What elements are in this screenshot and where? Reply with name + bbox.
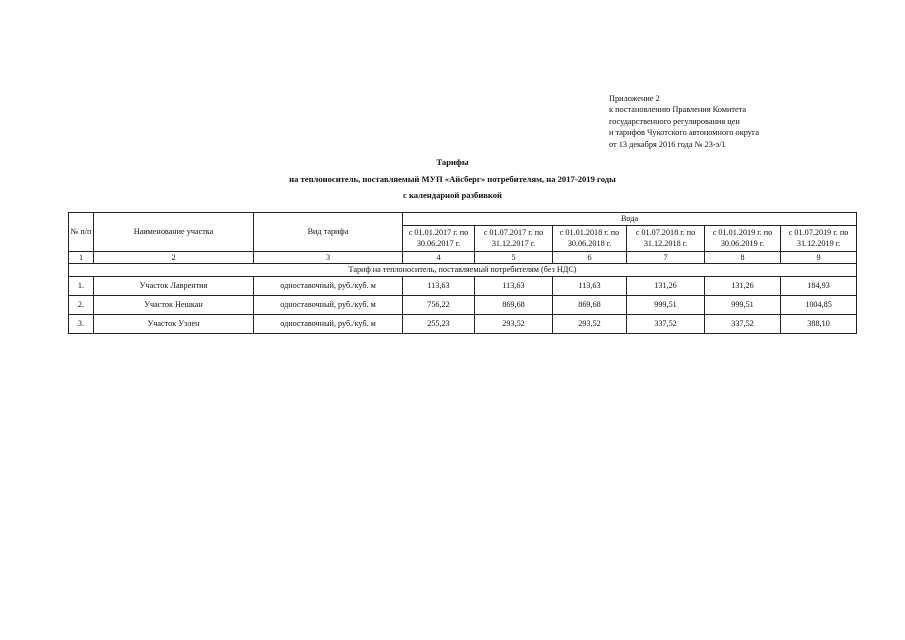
tariff-table — [68, 212, 857, 334]
row-value: 337,52 — [705, 314, 781, 333]
header-period: с 01.07.2019 г. по 31.12.2019 г. — [781, 225, 857, 251]
appendix-line: и тарифов Чукотского автономного округа — [609, 128, 760, 138]
row-num: 1. — [69, 276, 94, 295]
row-type: одноставочный, руб./куб. м — [254, 314, 403, 333]
row-value: 293,52 — [475, 314, 553, 333]
row-value: 255,23 — [403, 314, 475, 333]
row-num: 3. — [69, 314, 94, 333]
row-value: 113,63 — [553, 276, 627, 295]
document-subtitle-2: с календарной разбивкой — [402, 190, 503, 200]
appendix-line: от 13 декабря 2016 года № 23-э/1 — [609, 139, 726, 149]
appendix-block — [609, 93, 759, 150]
row-value: 293,52 — [553, 314, 627, 333]
row-value: 999,51 — [627, 295, 705, 314]
row-name: Участок Уэлен — [94, 314, 254, 333]
column-number: 3 — [254, 251, 403, 264]
row-value: 869,68 — [553, 295, 627, 314]
table-row — [69, 295, 857, 314]
row-value: 1004,85 — [781, 295, 857, 314]
header-period: с 01.07.2017 г. по 31.12.2017 г. — [475, 225, 553, 251]
appendix-line: государственного регулирования цен — [609, 116, 740, 126]
header-tariff-type: Вид тарифа — [254, 213, 403, 252]
column-number: 9 — [781, 251, 857, 264]
row-value: 113,63 — [403, 276, 475, 295]
header-period: с 01.01.2017 г. по 30.06.2017 г. — [403, 225, 475, 251]
row-value: 869,68 — [475, 295, 553, 314]
row-value: 756,22 — [403, 295, 475, 314]
header-period: с 01.01.2018 г. по 30.06.2018 г. — [553, 225, 627, 251]
section-title: Тариф на теплоноситель, поставляемый потребителям (без НДС) — [69, 264, 857, 277]
appendix-line: Приложение 2 — [609, 94, 660, 103]
row-type: одноставочный, руб./куб. м — [254, 295, 403, 314]
row-value: 184,93 — [781, 276, 857, 295]
header-name: Наименование участка — [94, 213, 254, 252]
column-number: 8 — [705, 251, 781, 264]
row-name: Участок Лаврентия — [94, 276, 254, 295]
document-title: Тарифы — [436, 157, 469, 167]
table-row — [69, 314, 857, 333]
row-type: одноставочный, руб./куб. м — [254, 276, 403, 295]
column-number: 6 — [553, 251, 627, 264]
column-number: 4 — [403, 251, 475, 264]
document-subtitle: на теплоноситель, поставляемый МУП «Айсберг» потребителям, на 2017-2019 годы — [289, 174, 616, 184]
header-num: № п/п — [69, 213, 94, 252]
row-value: 388,10 — [781, 314, 857, 333]
column-number: 5 — [475, 251, 553, 264]
table-row — [69, 276, 857, 295]
appendix-line: к постановлению Правления Комитета — [609, 105, 747, 115]
row-value: 131,26 — [627, 276, 705, 295]
header-group-water: Вода — [403, 213, 857, 226]
section-row — [69, 264, 857, 277]
row-name: Участок Нешкан — [94, 295, 254, 314]
column-number-row — [69, 251, 857, 264]
row-value: 999,51 — [705, 295, 781, 314]
row-value: 337,52 — [627, 314, 705, 333]
row-value: 131,26 — [705, 276, 781, 295]
column-number: 1 — [69, 251, 94, 264]
column-number: 2 — [94, 251, 254, 264]
table-header-row — [69, 213, 857, 226]
row-value: 113,63 — [475, 276, 553, 295]
header-period: с 01.07.2018 г. по 31.12.2018 г. — [627, 225, 705, 251]
header-period: с 01.01.2019 г. по 30.06.2019 г. — [705, 225, 781, 251]
column-number: 7 — [627, 251, 705, 264]
row-num: 2. — [69, 295, 94, 314]
